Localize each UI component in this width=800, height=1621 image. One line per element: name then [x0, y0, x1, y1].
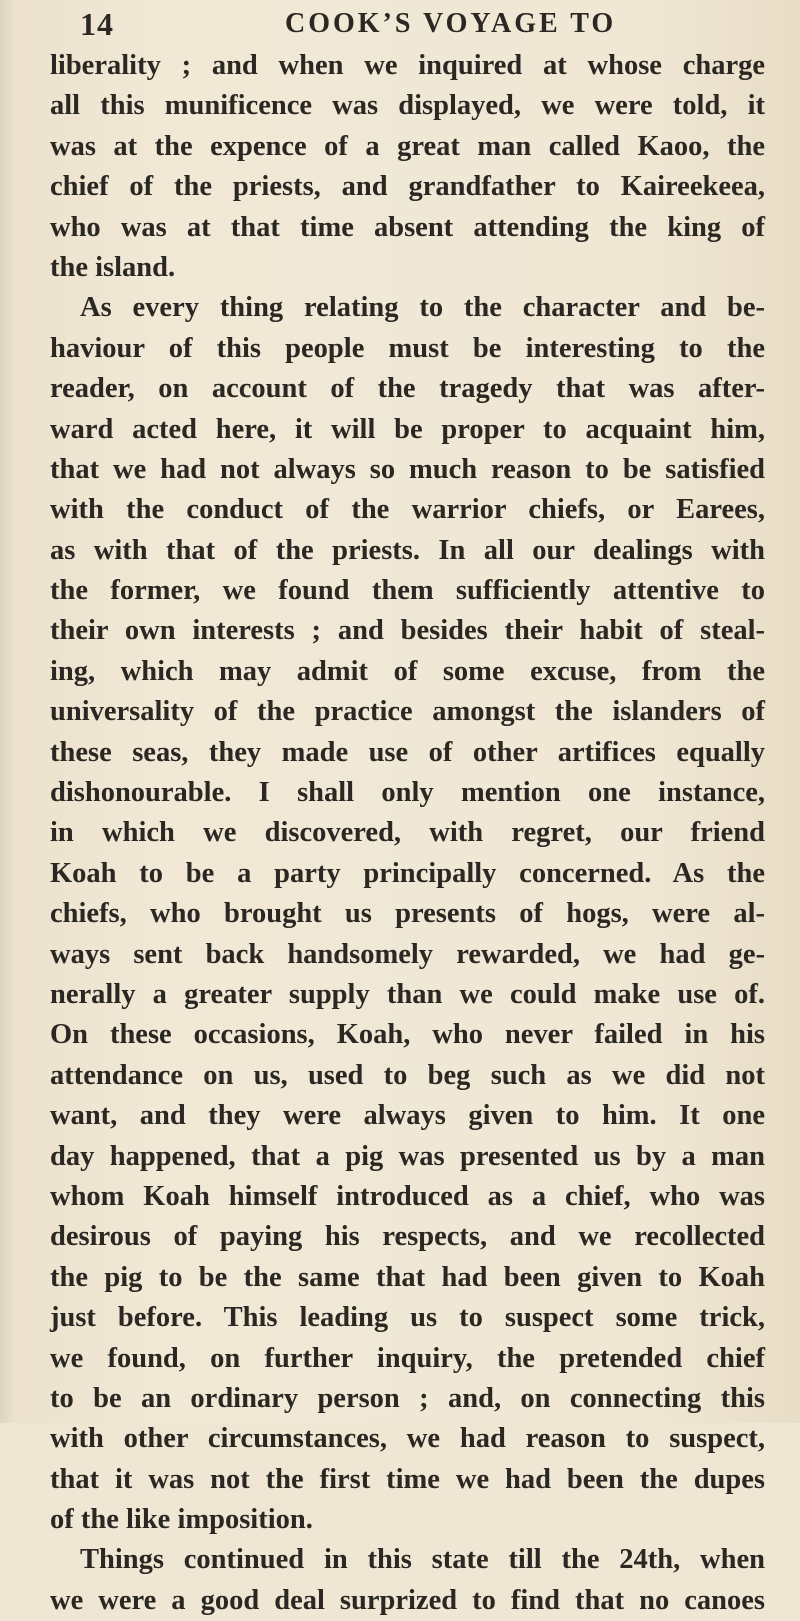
text-line: attendance on us, used to beg such as we did not	[50, 1059, 765, 1091]
text-line: their own interests ; and besides their habit of steal-	[50, 615, 765, 647]
text-line: Koah to be a party principally concerned. As the	[50, 857, 765, 889]
text-line: reader, on account of the tragedy that was after-	[50, 373, 765, 405]
text-line: that we had not always so much reason to be satisfied	[50, 453, 765, 485]
text-line: dishonourable. I shall only mention one instance,	[50, 777, 765, 809]
text-line: whom Koah himself introduced as a chief, who was	[50, 1180, 765, 1212]
text-line: the former, we found them sufficiently attentive to	[50, 575, 765, 607]
text-line: day happened, that a pig was presented us by a man	[50, 1140, 765, 1172]
text-line: we found, on further inquiry, the pretended chief	[50, 1342, 765, 1374]
text-line: that it was not the first time we had been the dupes	[50, 1463, 765, 1495]
text-line: ing, which may admit of some excuse, from the	[50, 655, 765, 687]
text-line: ways sent back handsomely rewarded, we had ge-	[50, 938, 765, 970]
text-line: chief of the priests, and grandfather to Kaireekeea,	[50, 171, 765, 203]
text-line: in which we discovered, with regret, our friend	[50, 817, 765, 849]
text-line: we were a good deal surprized to find that no canoes	[50, 1584, 765, 1616]
text-line: with the conduct of the warrior chiefs, or Earees,	[50, 494, 765, 526]
text-line: On these occasions, Koah, who never failed in his	[50, 1019, 765, 1051]
page-number: 14	[80, 6, 114, 42]
running-head	[80, 6, 780, 46]
text-line: just before. This leading us to suspect some trick,	[50, 1302, 765, 1334]
text-line: desirous of paying his respects, and we recollected	[50, 1221, 765, 1253]
page-gutter-shadow	[0, 0, 14, 1423]
text-line: chiefs, who brought us presents of hogs, were al-	[50, 898, 765, 930]
text-line: as with that of the priests. In all our dealings with	[50, 534, 765, 566]
text-line: liberality ; and when we inquired at whose charge	[50, 50, 765, 81]
text-line: the island.	[50, 251, 176, 283]
text-line: who was at that time absent attending the king of	[50, 211, 765, 243]
text-line: was at the expence of a great man called Kaoo, the	[50, 130, 765, 162]
body-text	[50, 46, 765, 1621]
text-line: universality of the practice amongst the islanders of	[50, 696, 765, 728]
text-line: nerally a greater supply than we could make use of.	[50, 978, 765, 1010]
text-line: want, and they were always given to him. It one	[50, 1100, 765, 1132]
text-line: ward acted here, it will be proper to acquaint him,	[50, 413, 765, 445]
text-line: all this munificence was displayed, we were told, it	[50, 90, 765, 122]
text-line: As every thing relating to the character and be-	[80, 292, 765, 324]
text-line: Things continued in this state till the 24th, when	[80, 1544, 765, 1576]
text-line: haviour of this people must be interesting to the	[50, 332, 765, 364]
running-title: COOK’S VOYAGE TO	[285, 8, 617, 39]
text-line: with other circumstances, we had reason to suspect,	[50, 1423, 765, 1455]
text-line: the pig to be the same that had been given to Koah	[50, 1261, 765, 1293]
text-line: these seas, they made use of other artifices equally	[50, 736, 765, 768]
text-line: of the like imposition.	[50, 1504, 313, 1536]
text-line: to be an ordinary person ; and, on connecting this	[50, 1382, 765, 1414]
